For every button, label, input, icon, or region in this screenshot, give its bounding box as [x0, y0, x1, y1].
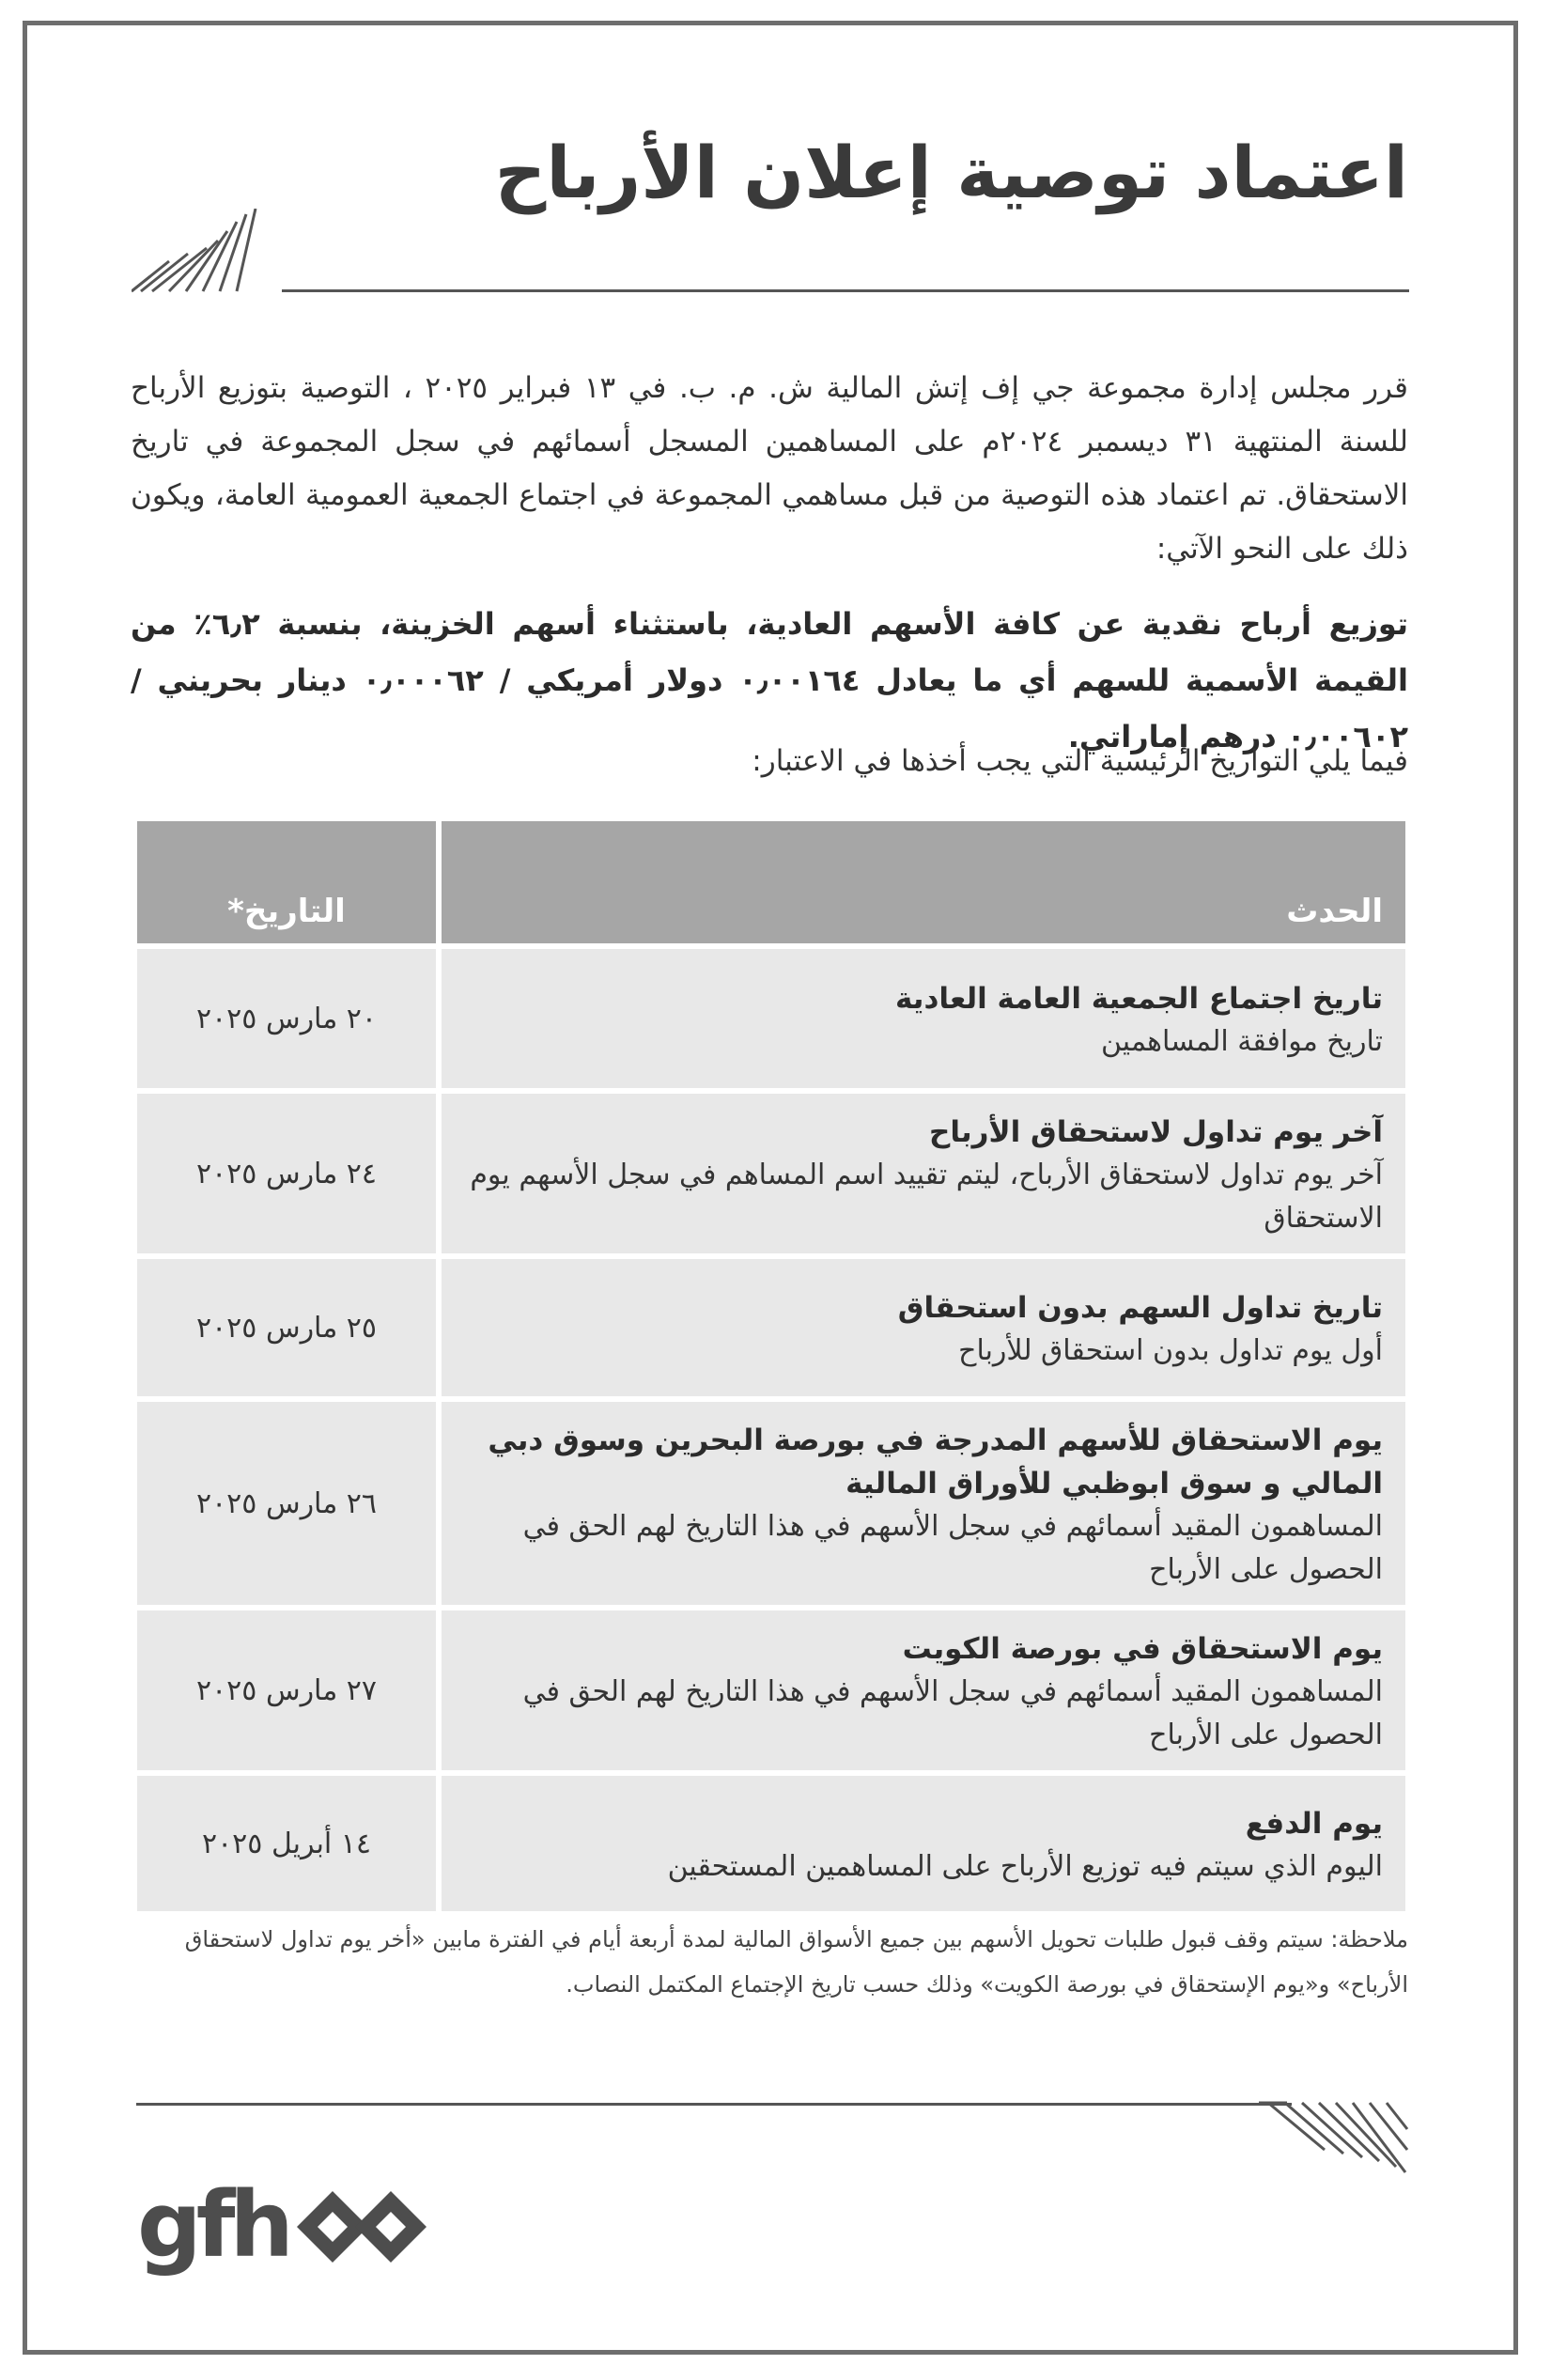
event-date: ٢٦ مارس ٢٠٢٥ [137, 1402, 436, 1605]
key-dates-table [132, 816, 1411, 1917]
event-cell [442, 949, 1405, 1088]
bottom-divider [136, 2103, 1292, 2106]
intro-paragraph: قرر مجلس إدارة مجموعة جي إف إتش المالية ش. م. ب. في ١٣ فبراير ٢٠٢٥ ، التوصية بتوزيع الأرباح للسنة المنتهية ٣١ ديسمبر ٢٠٢٤م على المساهمين المسجل أسمائهم في سجل المجموعة في تاريخ الاستحقاق. تم اعتماد هذه التوصية من قبل مساهمي المجموعة في اجتماع الجمعية العمومية العامة، ويكون ذلك على النحو الآتي: [131, 371, 1408, 566]
gfh-logo [137, 2172, 438, 2281]
table-header-row [137, 821, 1405, 943]
event-cell [442, 1776, 1405, 1911]
event-date: ٢٤ مارس ٢٠٢٥ [137, 1094, 436, 1253]
event-date: ١٤ أبريل ٢٠٢٥ [137, 1776, 436, 1911]
event-description: المساهمون المقيد أسمائهم في سجل الأسهم في هذا التاريخ لهم الحق في الحصول على الأرباح [522, 1675, 1383, 1751]
logo-text: gfh [137, 2172, 288, 2278]
event-date: ٢٧ مارس ٢٠٢٥ [137, 1610, 436, 1770]
gfh-diamond-logo-icon [297, 2191, 428, 2263]
table-row [137, 1402, 1405, 1605]
header-date: التاريخ* [137, 821, 436, 943]
event-title: يوم الاستحقاق للأسهم المدرجة في بورصة البحرين وسوق دبي المالي و سوق ابوظبي للأوراق المالية [488, 1423, 1383, 1501]
hatch-top-icon [132, 209, 291, 295]
header-event: الحدث [442, 821, 1405, 943]
event-title: يوم الدفع [1245, 1807, 1383, 1841]
table-row [137, 1259, 1405, 1396]
event-cell [442, 1094, 1405, 1253]
event-title: يوم الاستحقاق في بورصة الكويت [902, 1632, 1383, 1666]
hatch-bottom-icon [1259, 2101, 1409, 2186]
event-description: آخر يوم تداول لاستحقاق الأرباح، ليتم تقييد اسم المساهم في سجل الأسهم يوم الاستحقاق [470, 1159, 1383, 1235]
event-date: ٢٠ مارس ٢٠٢٥ [137, 949, 436, 1088]
top-divider [282, 289, 1409, 292]
event-description: تاريخ موافقة المساهمين [1100, 1025, 1383, 1058]
event-cell [442, 1610, 1405, 1770]
dates-intro: فيما يلي التواريخ الرئيسية التي يجب أخذها في الاعتبار: [752, 744, 1408, 778]
event-date: ٢٥ مارس ٢٠٢٥ [137, 1259, 436, 1396]
event-description: اليوم الذي سيتم فيه توزيع الأرباح على المساهمين المستحقين [667, 1850, 1383, 1883]
event-title: آخر يوم تداول لاستحقاق الأرباح [929, 1115, 1383, 1149]
event-title: تاريخ تداول السهم بدون استحقاق [897, 1291, 1383, 1325]
table-row [137, 1094, 1405, 1253]
table-row [137, 949, 1405, 1088]
event-title: تاريخ اجتماع الجمعية العامة العادية [895, 982, 1383, 1016]
footnote: ملاحظة: سيتم وقف قبول طلبات تحويل الأسهم بين جميع الأسواق المالية لمدة أربعة أيام في الفترة مابين «أخر يوم تداول لاستحقاق الأرباح» و«يوم الإستحقاق في بورصة الكويت» وذلك حسب تاريخ الإجتماع المكتمل النصاب. [184, 1926, 1408, 1998]
page-title: اعتماد توصية إعلان الأرباح [494, 131, 1408, 214]
event-description: المساهمون المقيد أسمائهم في سجل الأسهم في هذا التاريخ لهم الحق في الحصول على الأرباح [522, 1510, 1383, 1586]
table-row [137, 1610, 1405, 1770]
distribution-paragraph: توزيع أرباح نقدية عن كافة الأسهم العادية، باستثناء أسهم الخزينة، بنسبة ٦٫٢٪ من القيمة الأسمية للسهم أي ما يعادل ٠٫٠٠١٦٤ دولار أمريكي / ٠٫٠٠٠٦٢ دينار بحريني / ٠٫٠٠٦٠٢ درهم إماراتي. [131, 606, 1409, 754]
table-row [137, 1776, 1405, 1911]
event-cell [442, 1259, 1405, 1396]
event-cell [442, 1402, 1405, 1605]
event-description: أول يوم تداول بدون استحقاق للأرباح [958, 1334, 1383, 1367]
